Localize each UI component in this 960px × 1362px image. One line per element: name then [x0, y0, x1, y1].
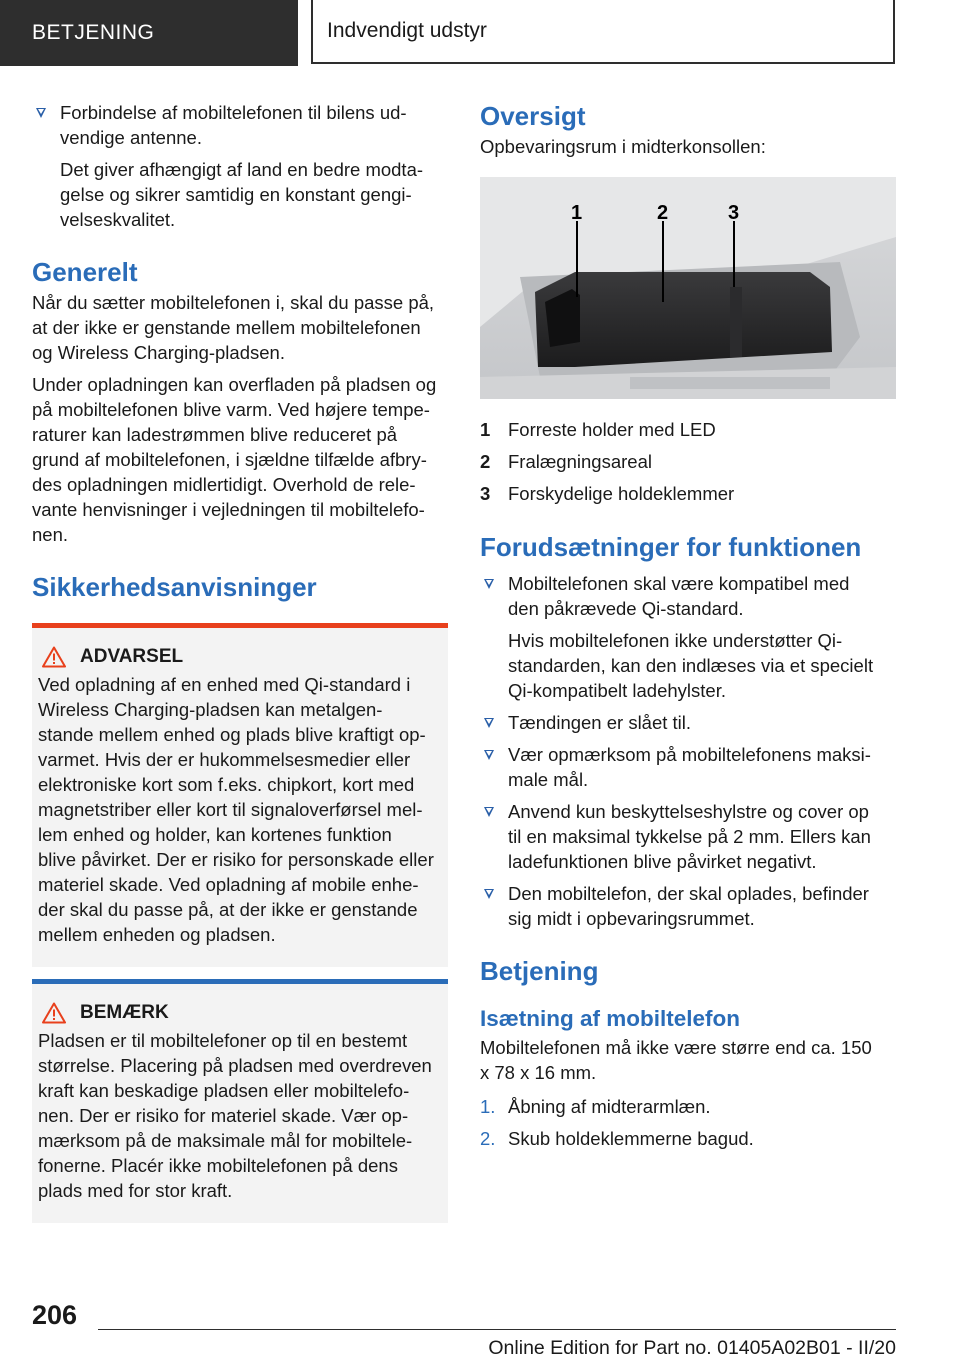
note-line: plads med for stor kraft.: [38, 1180, 233, 1201]
paragraph-line: raturer kan ladestrømmen blive reduceret på: [32, 424, 398, 445]
bullet-line: Anvend kun beskyttelseshylstre og cover op: [508, 801, 869, 822]
intro-sub-line: velseskvalitet.: [60, 209, 176, 230]
warning-line: elektroniske kort som f.eks. chipkort, kort med: [38, 774, 415, 795]
paragraph-line: x 78 x 16 mm.: [480, 1062, 597, 1083]
requirement-bullet: [480, 881, 896, 931]
legend-item: [480, 449, 896, 474]
triangle-down-icon: [484, 750, 494, 760]
legend-number: 1: [480, 419, 491, 440]
note-title: BEMÆRK: [80, 1002, 169, 1023]
legend-number: 3: [480, 483, 491, 504]
step-item: [480, 1126, 896, 1151]
requirement-bullet: [480, 799, 896, 874]
legend-text: Forskydelige holdeklemmer: [508, 483, 735, 504]
paragraph-line: på mobiltelefonen blive varm. Ved højere tempe-: [32, 399, 430, 420]
warning-line: stande mellem enhed og plads blive kraftigt op-: [38, 724, 426, 745]
note-line: Pladsen er til mobiltelefoner op til en bestemt: [38, 1030, 408, 1051]
warning-line: Ved opladning af en enhed med Qi-standard i: [38, 674, 411, 695]
paragraph-line: Når du sætter mobiltelefonen i, skal du passe på,: [32, 292, 435, 313]
step-text: Åbning af midterarmlæn.: [508, 1096, 711, 1117]
paragraph-line: at der ikke er genstande mellem mobiltelefonen: [32, 317, 421, 338]
paragraph-line: Mobiltelefonen må ikke være større end ca. 150: [480, 1037, 872, 1058]
bullet-line: Mobiltelefonen skal være kompatibel med: [508, 573, 850, 594]
triangle-down-icon: [484, 718, 494, 728]
bullet-line: male mål.: [508, 769, 589, 790]
note-box: [32, 979, 448, 1223]
warning-line: Wireless Charging-pladsen kan metalgen-: [38, 699, 383, 720]
legend-item: [480, 481, 896, 506]
note-line: nen. Der er risiko for materiel skade. Vær op-: [38, 1105, 409, 1126]
step-text: Skub holdeklemmerne bagud.: [508, 1128, 754, 1149]
heading-sikkerhedsanvisninger: Sikkerhedsanvisninger: [32, 572, 317, 602]
edition-text: Online Edition for Part no. 01405A02B01 - II/20: [488, 1337, 896, 1359]
left-column: [32, 100, 448, 1223]
page-header: [0, 0, 960, 66]
warning-box: [32, 623, 448, 967]
legend-item: [480, 417, 896, 442]
warning-line: blive påvirket. Der er risiko for personskade eller: [38, 849, 434, 870]
section-tab: BETJENING: [0, 0, 298, 66]
requirement-bullet: [480, 710, 896, 735]
heading-generelt: Generelt: [32, 257, 138, 287]
triangle-down-icon: [484, 889, 494, 899]
requirement-bullet: [480, 742, 896, 792]
triangle-down-icon: [484, 579, 494, 589]
chapter-title: Indvendigt udstyr: [311, 0, 895, 64]
note-line: kraft kan beskadige pladsen eller mobiltelefo-: [38, 1080, 410, 1101]
paragraph-line: nen.: [32, 524, 69, 545]
figure-label: 2: [657, 202, 669, 224]
bullet-line: den påkrævede Qi-standard.: [508, 598, 744, 619]
warning-title: ADVARSEL: [80, 646, 184, 667]
figure-label: 1: [571, 202, 583, 224]
bullet-line: ladefunktionen blive påvirket negativt.: [508, 851, 817, 872]
paragraph-line: og Wireless Charging-pladsen.: [32, 342, 285, 363]
bullet-line: sig midt i opbevaringsrummet.: [508, 908, 755, 929]
note-line: fonerne. Placér ikke mobiltelefonen på dens: [38, 1155, 398, 1176]
bullet-sub-line: Hvis mobiltelefonen ikke understøtter Qi-: [508, 630, 843, 651]
intro-sub-line: gelse og sikrer samtidig en konstant gengi-: [60, 184, 412, 205]
note-line: mærksom på de maksimale mål for mobiltele-: [38, 1130, 413, 1151]
step-number: 1.: [480, 1096, 496, 1117]
warning-triangle-icon: [42, 646, 66, 668]
warning-triangle-icon: [42, 1002, 66, 1024]
bullet-line: Tændingen er slået til.: [508, 712, 692, 733]
step-number: 2.: [480, 1128, 496, 1149]
intro-bullet: [32, 100, 448, 232]
bullet-sub-line: Qi-kompatibelt ladehylster.: [508, 680, 726, 701]
warning-line: materiel skade. Ved opladning af mobile enhe-: [38, 874, 419, 895]
requirement-bullet: [480, 571, 896, 703]
bullet-line: Den mobiltelefon, der skal oplades, befinder: [508, 883, 869, 904]
warning-line: magnetstriber eller kort til signaloverførsel mel-: [38, 799, 423, 820]
legend-number: 2: [480, 451, 491, 472]
intro-sub-line: Det giver afhængigt af land en bedre modta-: [60, 159, 424, 180]
warning-line: varmet. Hvis der er hukommelsesmedier eller: [38, 749, 411, 770]
console-storage-figure: [480, 177, 896, 399]
note-line: størrelse. Placering på pladsen med overdreven: [38, 1055, 432, 1076]
legend-text: Fralægningsareal: [508, 451, 652, 472]
figure-label: 3: [728, 202, 740, 224]
intro-bullet-line2: vendige antenne.: [60, 127, 202, 148]
bullet-line: til en maksimal tykkelse på 2 mm. Ellers kan: [508, 826, 871, 847]
subheading-isaetning: Isætning af mobiltelefon: [480, 1006, 741, 1031]
figure-caption: Opbevaringsrum i midterkonsollen:: [480, 136, 766, 157]
footer-divider: [98, 1329, 896, 1330]
legend-text: Forreste holder med LED: [508, 419, 716, 440]
bullet-line: Vær opmærksom på mobiltelefonens maksi-: [508, 744, 871, 765]
right-column: [480, 100, 896, 1151]
triangle-down-icon: [36, 108, 46, 118]
paragraph-line: grund af mobiltelefonen, i sjældne tilfælde afbry-: [32, 449, 427, 470]
warning-line: mellem enheden og pladsen.: [38, 924, 276, 945]
page-number: 206: [32, 1300, 78, 1330]
warning-line: der skal du passe på, at der ikke er genstande: [38, 899, 418, 920]
heading-forudsaetninger: Forudsætninger for funktionen: [480, 532, 862, 562]
heading-oversigt: Oversigt: [480, 101, 586, 131]
step-item: [480, 1094, 896, 1119]
paragraph-line: Under opladningen kan overfladen på pladsen og: [32, 374, 437, 395]
paragraph-line: vante henvisninger i vejledningen til mobiltelefo-: [32, 499, 425, 520]
bullet-sub-line: standarden, kan den indlæses via et specielt: [508, 655, 874, 676]
paragraph-line: des opladningen midlertidigt. Overhold de rele-: [32, 474, 416, 495]
triangle-down-icon: [484, 807, 494, 817]
intro-bullet-line1: Forbindelse af mobiltelefonen til bilens ud-: [60, 102, 407, 123]
warning-line: lem enhed og holder, kan kortenes funktion: [38, 824, 392, 845]
heading-betjening: Betjening: [480, 956, 599, 986]
